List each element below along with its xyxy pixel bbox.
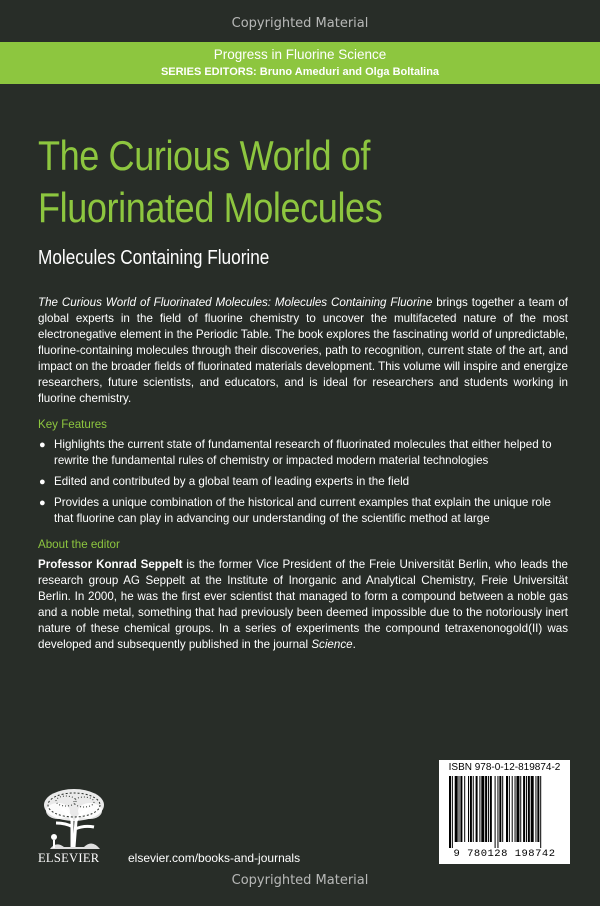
barcode-bar xyxy=(497,776,498,848)
barcode-bar xyxy=(485,776,487,842)
barcode-bar xyxy=(464,776,465,842)
back-cover-text xyxy=(38,295,568,653)
barcode-bar xyxy=(509,776,510,842)
key-features-list xyxy=(38,437,568,527)
key-feature-item xyxy=(38,474,568,490)
key-feature-text: Highlights the current state of fundamental research of fluorinated molecules that either helped to rewrite the fundamental rules of chemistry or impacted modern material technologies xyxy=(54,438,552,467)
bullet-icon: ● xyxy=(39,476,46,488)
barcode-bar xyxy=(540,776,541,848)
barcode-bar xyxy=(537,776,539,842)
key-feature-item xyxy=(38,495,568,527)
key-feature-text: Edited and contributed by a global team of leading experts in the field xyxy=(54,475,410,488)
isbn-label: ISBN 978-0-12-819874-2 xyxy=(448,762,561,773)
bullet-icon: ● xyxy=(39,439,46,451)
editor-end: . xyxy=(352,638,356,651)
barcode-bar xyxy=(488,776,489,842)
barcode-bar xyxy=(470,776,472,842)
about-editor-heading: About the editor xyxy=(38,538,120,551)
barcode-bar xyxy=(499,776,501,842)
series-title: Progress in Fluorine Science xyxy=(213,47,387,62)
barcode-bar xyxy=(449,776,451,848)
series-banner xyxy=(0,42,600,84)
barcode-bar xyxy=(481,776,484,842)
publisher-url: elsevier.com/books-and-journals xyxy=(128,851,301,865)
description-body: brings together a team of global experts in the field of fluorine chemistry to uncover the multifaceted nature of the most electronegative element in the Periodic Table. The book explores the fascinating world of unpredictable, fluorine-containing molecules through their discoveries, path to recognition, current state of the art, and impact on the broader fields of fluorinated materials development. This volume will inspire and energize researchers, future scientists, and educators, and is ideal for researchers and students working in fluorine chemistry. xyxy=(38,296,568,405)
barcode-bar xyxy=(506,776,508,842)
barcode-bar xyxy=(479,776,480,842)
barcode-digits: 9 780128 198742 xyxy=(453,848,556,860)
barcode-bar xyxy=(502,776,503,842)
isbn-barcode xyxy=(439,760,570,864)
barcode-bar xyxy=(459,776,460,842)
book-title xyxy=(38,130,502,234)
barcode-bar xyxy=(468,776,469,842)
series-editors-names: Bruno Ameduri and Olga Boltalina xyxy=(259,66,440,78)
book-subtitle: Molecules Containing Fluorine xyxy=(38,247,270,269)
barcode-bar xyxy=(515,776,516,842)
barcode-bar xyxy=(460,776,462,842)
key-feature-text: Provides a unique combination of the historical and current examples that explain the unique role that fluorine can play in advancing our understanding of the scientific method at large xyxy=(54,496,551,525)
about-editor-paragraph xyxy=(38,557,568,653)
barcode-bar xyxy=(455,776,458,842)
editor-journal: Science xyxy=(311,638,353,651)
publisher-name: ELSEVIER xyxy=(38,851,100,865)
barcode-bar xyxy=(531,776,534,842)
key-feature-item xyxy=(38,437,568,469)
barcode-bar xyxy=(516,776,519,842)
barcode-bar xyxy=(512,776,513,842)
watermark-top: Copyrighted Material xyxy=(231,16,369,31)
description-italic-lead: The Curious World of Fluorinated Molecules: Molecules Containing Fluorine xyxy=(38,296,433,309)
bullet-icon: ● xyxy=(39,497,46,509)
description-paragraph xyxy=(38,295,568,407)
barcode-bar xyxy=(535,776,536,842)
editor-body: is the former Vice President of the Freie Universität Berlin, who leads the research group AG Seppelt at the Institute of Inorganic and Analytical Chemistry, Freie Universität Berlin. In 2000, he was the first ever scientist that managed to form a compound between a noble gas and a noble metal, something that had previously been deemed impossible due to the notoriously inert nature of these chemical groups. In a series of experiments the compound tetraxenonogold(II) was developed and subsequently published in the journal xyxy=(38,558,568,651)
editor-name: Professor Konrad Seppelt xyxy=(38,558,183,571)
barcode-bar xyxy=(452,776,453,848)
barcode-bar xyxy=(476,776,478,842)
book-title-line1: The Curious World of xyxy=(38,132,371,179)
barcode-bar xyxy=(528,776,530,842)
barcode-bar xyxy=(495,776,496,848)
book-title-line2: Fluorinated Molecules xyxy=(38,184,383,231)
barcode-bar xyxy=(520,776,521,842)
key-features-heading: Key Features xyxy=(38,418,107,431)
barcode-bar xyxy=(523,776,525,842)
barcode-bar xyxy=(490,776,492,842)
barcode-bar xyxy=(473,776,474,842)
series-editors xyxy=(0,65,600,79)
barcode-icon xyxy=(443,776,566,848)
barcode-bar xyxy=(526,776,527,842)
watermark-bottom: Copyrighted Material xyxy=(231,873,369,888)
series-editors-label: SERIES EDITORS: xyxy=(160,66,257,78)
